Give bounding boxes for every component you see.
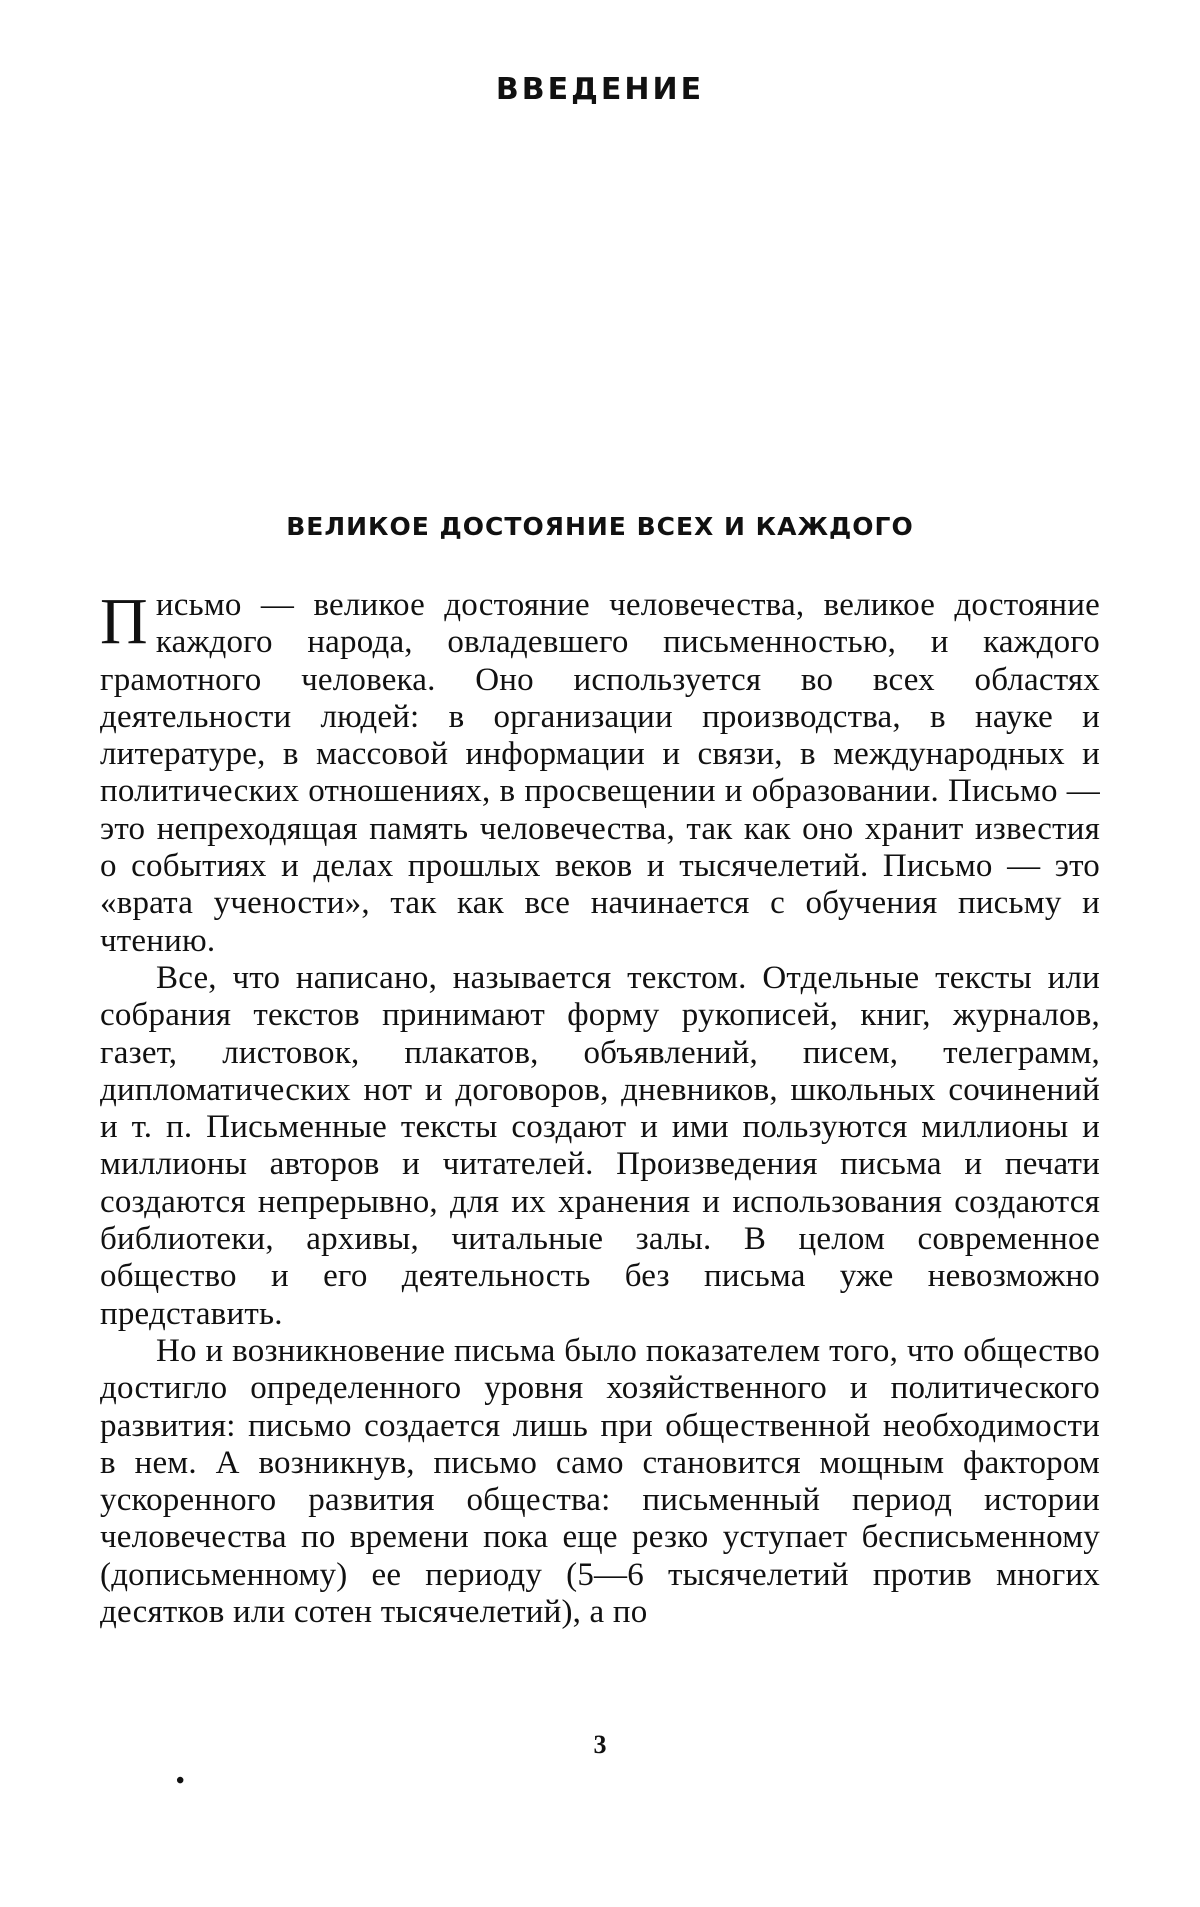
paragraph-1-text: исьмо — великое достояние человечества, великое достояние каждого народа, овладевшего письменностью, и каждого грамотного человека. Оно используется во всех областях деятельности людей: в организации производства, в науке и литературе, в массовой информации и связи, в международных и политических отношениях, в просвещении и образовании. Письмо — это непреходящая память человечества, так как оно хранит известия о событиях и делах прошлых веков и тысячелетий. Письмо — это «врата учености», так как все начинается с обучения письму и чтению.	[100, 587, 1100, 959]
drop-cap: П	[100, 585, 148, 658]
chapter-title: ВВЕДЕНИЕ	[495, 72, 705, 107]
stray-mark: •	[176, 1768, 185, 1794]
body-text	[100, 587, 1100, 1631]
section-title: ВЕЛИКОЕ ДОСТОЯНИЕ ВСЕХ И КАЖДОГО	[286, 512, 914, 541]
page-number: 3	[593, 1730, 607, 1759]
paragraph-2: Все, что написано, называется текстом. Отдельные тексты или собрания текстов принимают форму рукописей, книг, журналов, газет, листовок, плакатов, объявлений, писем, телеграмм, дипломатических нот и договоров, дневников, школьных сочинений и т. п. Письменные тексты создают и ими пользуются миллионы и миллионы авторов и читателей. Произведения письма и печати создаются непрерывно, для их хранения и использования создаются библиотеки, архивы, читальные залы. В целом современное общество и его деятельность без письма уже невозможно представить.	[100, 959, 1100, 1332]
paragraph-3: Но и возникновение письма было показателем того, что общество достигло определенного уровня хозяйственного и политического развития: письмо создается лишь при общественной необходимости в нем. А возникнув, письмо само становится мощным фактором ускоренного развития общества: письменный период истории человечества по времени пока еще резко уступает бесписьменному (дописьменному) ее периоду (5—6 тысячелетий против многих десятков или сотен тысячелетий), а по	[100, 1332, 1100, 1631]
paragraph-1	[100, 587, 1100, 960]
